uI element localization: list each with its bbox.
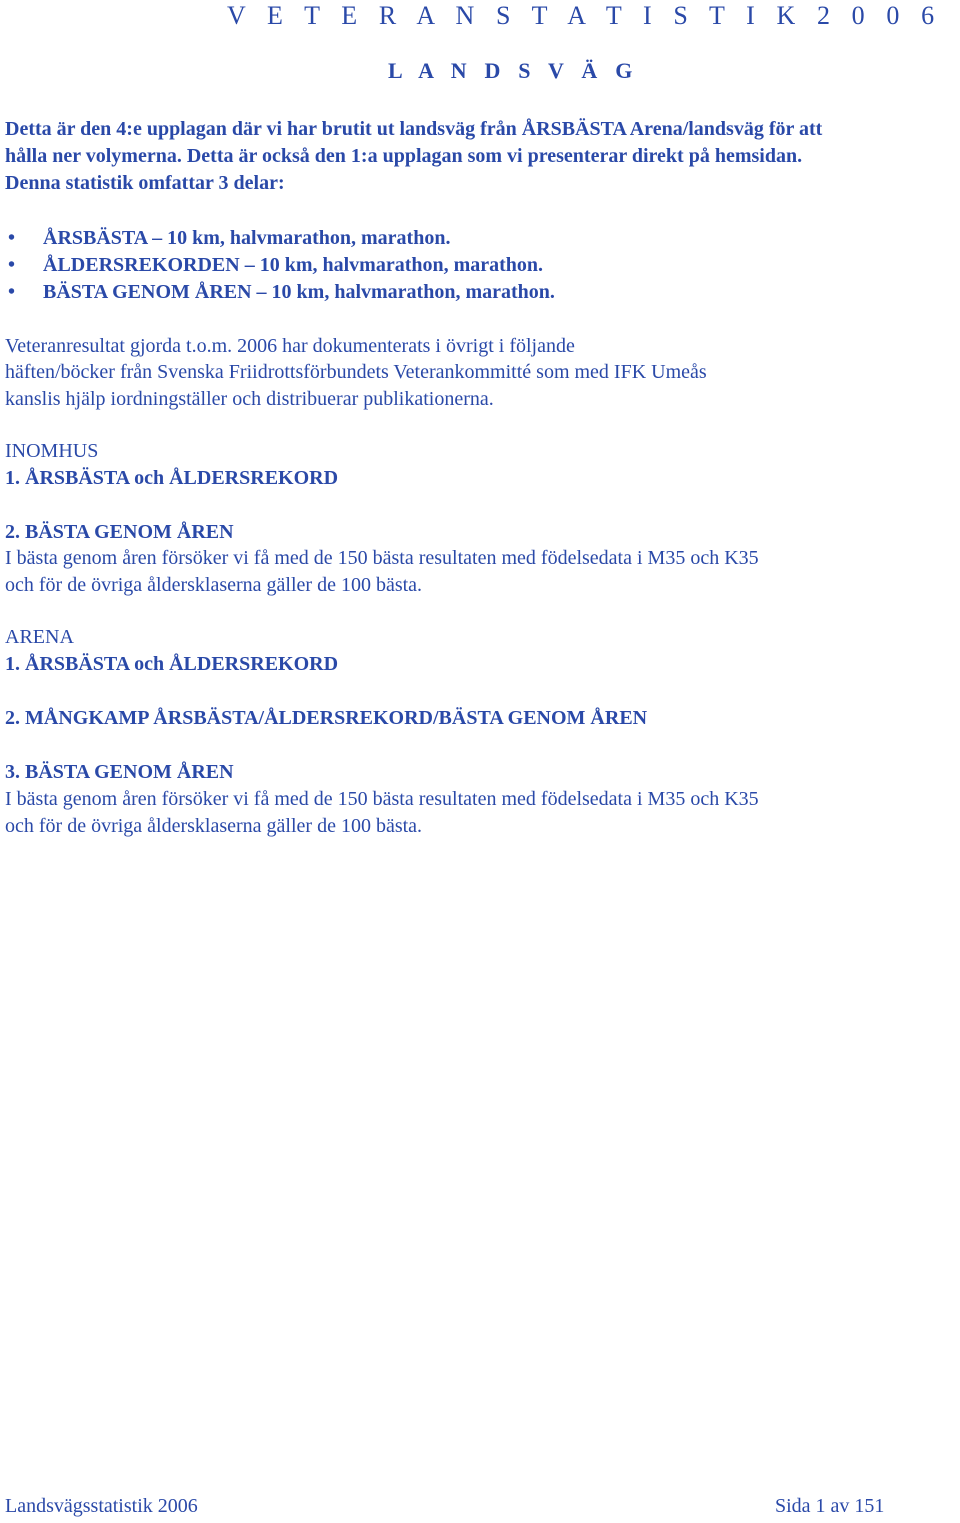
inomhus-item-1: 1. ÅRSBÄSTA och ÅLDERSREKORD — [5, 467, 339, 489]
footer-title: Landsvägsstatistik 2006 — [5, 1495, 198, 1517]
page-subtitle: L A N D S V Ä G — [388, 58, 639, 83]
arena-heading: ARENA — [5, 626, 74, 648]
bullet-icon: • — [8, 227, 16, 249]
inomhus-desc-1: I bästa genom åren försöker vi få med de 150 bästa resultaten med födelsedata i M35 och K35 — [5, 547, 759, 569]
list-item — [8, 253, 543, 277]
intro-line-3: Denna statistik omfattar 3 delar: — [5, 172, 285, 194]
intro-line-2: hålla ner volymerna. Detta är också den 1:a upplagan som vi presenterar direkt på hemsidan. — [5, 145, 803, 167]
intro-line-1: Detta är den 4:e upplagan där vi har brutit ut landsväg från ÅRSBÄSTA Arena/landsväg för att — [5, 118, 823, 140]
inomhus-desc-2: och för de övriga åldersklaserna gäller de 100 bästa. — [5, 574, 423, 596]
list-item-label: ÅRSBÄSTA – 10 km, halvmarathon, marathon. — [43, 227, 451, 249]
arena-item-3: 3. BÄSTA GENOM ÅREN — [5, 761, 234, 783]
page-title: V E T E R A N S T A T I S T I K 2 0 0 6 — [227, 1, 942, 30]
list-item-label: ÅLDERSREKORDEN – 10 km, halvmarathon, marathon. — [43, 254, 544, 276]
inomhus-heading: INOMHUS — [5, 440, 99, 462]
arena-item-1: 1. ÅRSBÄSTA och ÅLDERSREKORD — [5, 653, 339, 675]
inomhus-item-2: 2. BÄSTA GENOM ÅREN — [5, 521, 234, 543]
arena-desc-1: I bästa genom åren försöker vi få med de 150 bästa resultaten med födelsedata i M35 och K35 — [5, 788, 759, 810]
page-number: Sida 1 av 151 — [775, 1495, 885, 1517]
bullet-icon: • — [8, 254, 16, 276]
arena-desc-2: och för de övriga åldersklaserna gäller de 100 bästa. — [5, 815, 423, 837]
list-item-label: BÄSTA GENOM ÅREN – 10 km, halvmarathon, marathon. — [43, 281, 555, 303]
list-item — [8, 226, 450, 250]
veteran-line-3: kanslis hjälp iordningställer och distribuerar publikationerna. — [5, 388, 494, 410]
bullet-icon: • — [8, 281, 16, 303]
veteran-line-1: Veteranresultat gjorda t.o.m. 2006 har dokumenterats i övrigt i följande — [5, 335, 575, 357]
list-item — [8, 280, 555, 304]
veteran-line-2: häften/böcker från Svenska Friidrottsförbundets Veterankommitté som med IFK Umeås — [5, 361, 707, 383]
arena-item-2: 2. MÅNGKAMP ÅRSBÄSTA/ÅLDERSREKORD/BÄSTA GENOM ÅREN — [5, 707, 648, 729]
